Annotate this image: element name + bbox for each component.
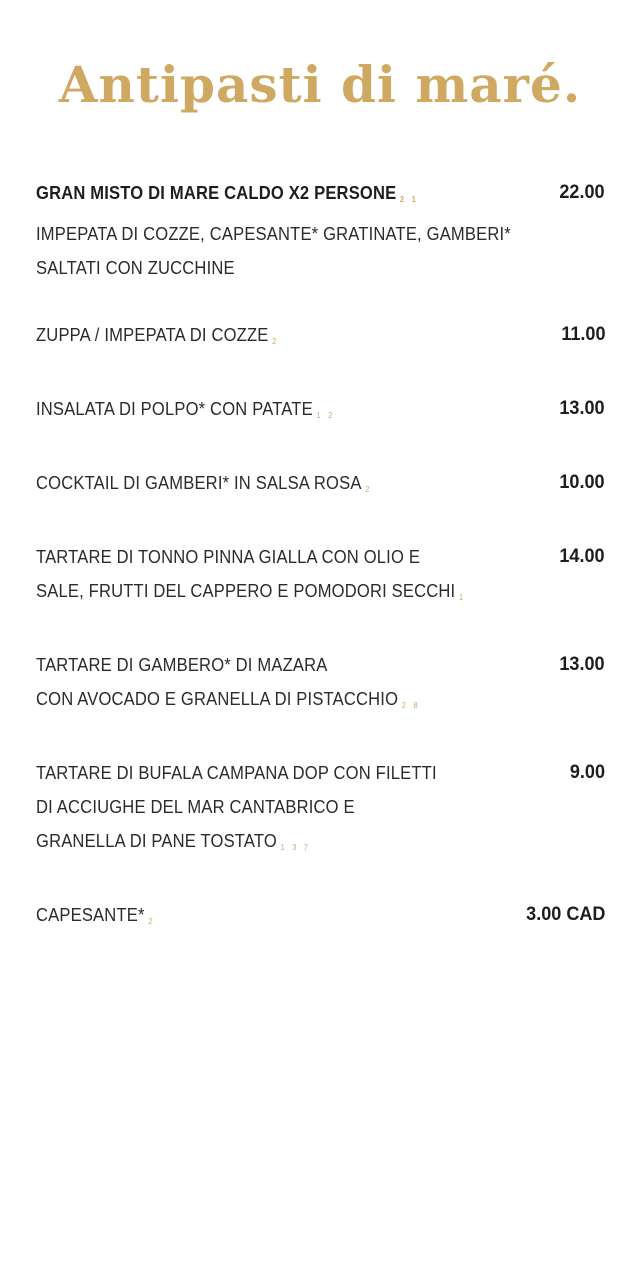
allergen-codes: 2 1 [400,195,419,204]
allergen-codes: 1 3 7 [280,843,311,852]
item-description: CON AVOCADO E GRANELLA DI PISTACCHIO [36,689,399,709]
menu-item-insalata-polpo [36,392,605,433]
item-name: TARTARE DI BUFALA CAMPANA DOP CON FILETTI [36,763,437,783]
item-name: INSALATA DI POLPO* CON PATATE [36,399,313,419]
allergen-codes: 2 [272,337,280,346]
item-description: SALTATI CON ZUCCHINE [36,258,235,278]
item-name: ZUPPA / IMPEPATA DI COZZE [36,325,269,345]
item-description: IMPEPATA DI COZZE, CAPESANTE* GRATINATE, GAMBERI* [36,224,511,244]
item-price: 22.00 [559,182,605,203]
menu-item-tartare-gambero [36,648,605,723]
menu-item-zuppa-cozze [36,318,605,359]
allergen-codes: 1 2 [316,411,335,420]
item-description: SALE, FRUTTI DEL CAPPERO E POMODORI SECCHI [36,581,456,601]
item-name: CAPESANTE* [36,905,145,925]
menu-item-capesante [36,898,605,939]
allergen-codes: 1 [459,593,466,602]
allergen-codes: 2 [365,485,373,494]
item-price: 13.00 [559,654,605,675]
item-name: TARTARE DI TONNO PINNA GIALLA CON OLIO E [36,547,421,567]
menu-list [36,176,605,972]
item-name: GRAN MISTO DI MARE CALDO X2 PERSONE [36,183,397,203]
item-price: 3.00 CAD [525,904,605,925]
item-name: COCKTAIL DI GAMBERI* IN SALSA ROSA [36,473,362,493]
item-price: 14.00 [559,546,605,567]
allergen-codes: 2 [148,917,156,926]
menu-item-tartare-bufala [36,756,605,865]
item-description: GRANELLA DI PANE TOSTATO [36,831,277,851]
menu-item-tartare-tonno [36,540,605,615]
allergen-codes: 2 8 [401,701,421,710]
menu-item-cocktail-gamberi [36,466,605,507]
item-description: DI ACCIUGHE DEL MAR CANTABRICO E [36,797,355,817]
item-price: 11.00 [560,324,605,345]
item-price: 9.00 [569,762,605,783]
menu-item-gran-misto [36,176,605,285]
item-price: 10.00 [559,472,605,493]
menu-section-title: Antipasti di maré. [58,55,582,114]
item-price: 13.00 [559,398,605,419]
item-name: TARTARE DI GAMBERO* DI MAZARA [36,655,328,675]
